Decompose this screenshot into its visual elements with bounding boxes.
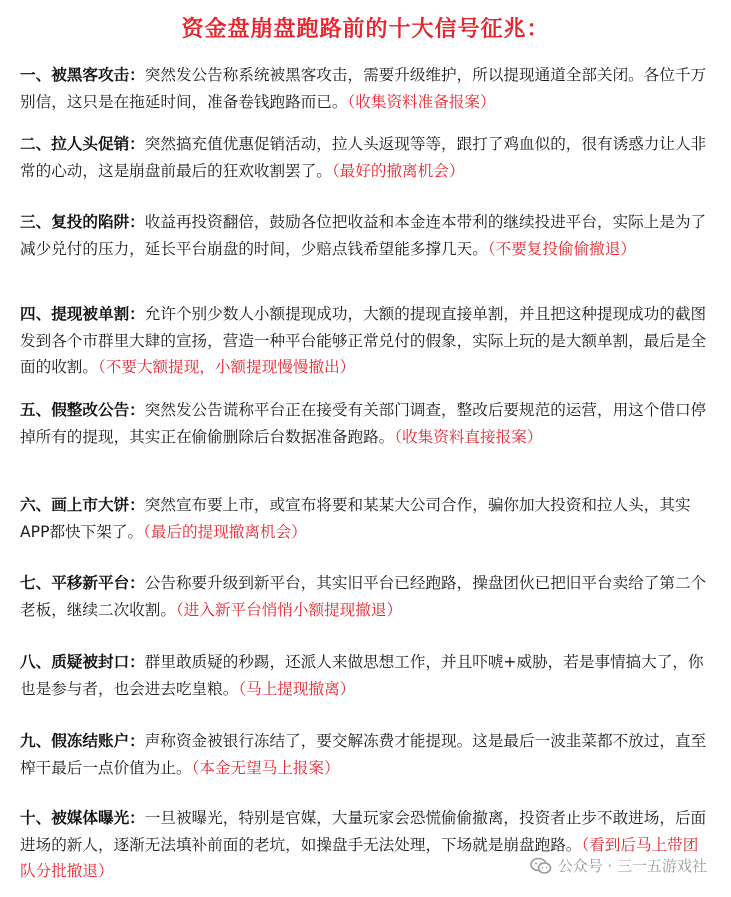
item-title: 九、假冻结账户：: [20, 732, 145, 750]
item-tip: （本金无望马上报案）: [191, 758, 340, 777]
item-title: 六、画上市大饼：: [20, 496, 145, 514]
list-item: [20, 301, 710, 381]
item-body: 允许个别少数人小额提现成功，大额的提现直接单割，并且把这种提现成功的截图发到各个市群里大肆的宣扬，营造一种平台能够正常兑付的假象，实际上玩的是大额单割，最后是全面的收割。: [20, 305, 707, 376]
item-title: 一、被黑客攻击：: [20, 66, 145, 84]
watermark: [530, 855, 707, 876]
item-tip: （最好的撤离机会）: [331, 161, 465, 180]
item-title: 三、复投的陷阱：: [20, 213, 145, 231]
item-title: 五、假整改公告：: [20, 401, 145, 419]
item-tip: （进入新平台悄悄小额提现撤退）: [175, 600, 403, 619]
item-body: 群里敢质疑的秒踢，还派人来做思想工作，并且吓唬+威胁，若是事情搞大了，你也是参与者，也会进去吃皇粮。: [20, 653, 704, 698]
list-item: [20, 649, 710, 702]
item-title: 十、被媒体曝光：: [20, 809, 145, 827]
list-item: [20, 131, 710, 184]
list-item: [20, 728, 710, 781]
list-item: [20, 492, 710, 545]
item-tip: （收集资料直接报案）: [394, 427, 543, 446]
page-title: 资金盘崩盘跑路前的十大信号征兆：: [181, 17, 550, 42]
list-item: [20, 570, 710, 623]
item-title: 四、提现被单割：: [20, 305, 145, 323]
item-tip: （马上提现撤离）: [238, 679, 356, 698]
item-tip: （不要大额提现，小额提现慢慢撤出）: [97, 358, 356, 376]
item-body: 突然发公告谎称平台正在接受有关部门调查，整改后要规范的运营，用这个借口停掉所有的提现，其实正在偷偷删除后台数据准备跑路。: [20, 401, 707, 446]
item-body: 一旦被曝光，特别是官媒，大量玩家会恐慌偷偷撤离，投资者止步不敢进场，后面进场的新人，逐渐无法填补前面的老坑，如操盘手无法处理，下场就是崩盘跑路。: [20, 809, 707, 854]
item-body: 突然宣布要上市，或宣布将要和某某大公司合作，骗你加大投资和拉人头，其实APP都快下架了。: [20, 496, 691, 541]
list-item: [20, 397, 710, 450]
item-tip: （看到后马上带团队分批撤退）: [20, 835, 699, 880]
list-item: [20, 62, 710, 115]
item-tip: （收集资料准备报案）: [347, 92, 496, 111]
item-body: 公告称要升级到新平台，其实旧平台已经跑路，操盘团伙已把旧平台卖给了第二个老板，继续二次收割。: [20, 574, 707, 619]
item-body: 突然搞充值优惠促销活动，拉人头返现等等，跟打了鸡血似的，很有诱惑力让人非常的心动，这是崩盘前最后的狂欢收割罢了。: [20, 135, 707, 180]
item-title: 七、平移新平台：: [20, 574, 145, 592]
item-body: 收益再投资翻倍，鼓励各位把收益和本金连本带利的继续投进平台，实际上是为了减少兑付的压力，延长平台崩盘的时间，少赔点钱希望能多撑几天。: [20, 213, 707, 258]
item-tip: （最后的提现撤离机会）: [143, 522, 307, 541]
item-body: 突然发公告称系统被黑客攻击，需要升级维护，所以提现通道全部关闭。各位千万别信，这只是在拖延时间，准备卷钱跑路而已。: [20, 66, 707, 111]
item-tip: （不要复投偷偷撤退）: [487, 239, 636, 258]
list-item: [20, 209, 710, 262]
wechat-icon: [530, 857, 552, 875]
item-body: 声称资金被银行冻结了，要交解冻费才能提现。这是最后一波韭菜都不放过，直至榨干最后一点价值为止。: [20, 732, 707, 777]
item-title: 二、拉人头促销：: [20, 135, 145, 153]
watermark-text: 公众号 · 三一五游戏社: [557, 857, 707, 875]
item-title: 八、质疑被封口：: [20, 653, 145, 671]
